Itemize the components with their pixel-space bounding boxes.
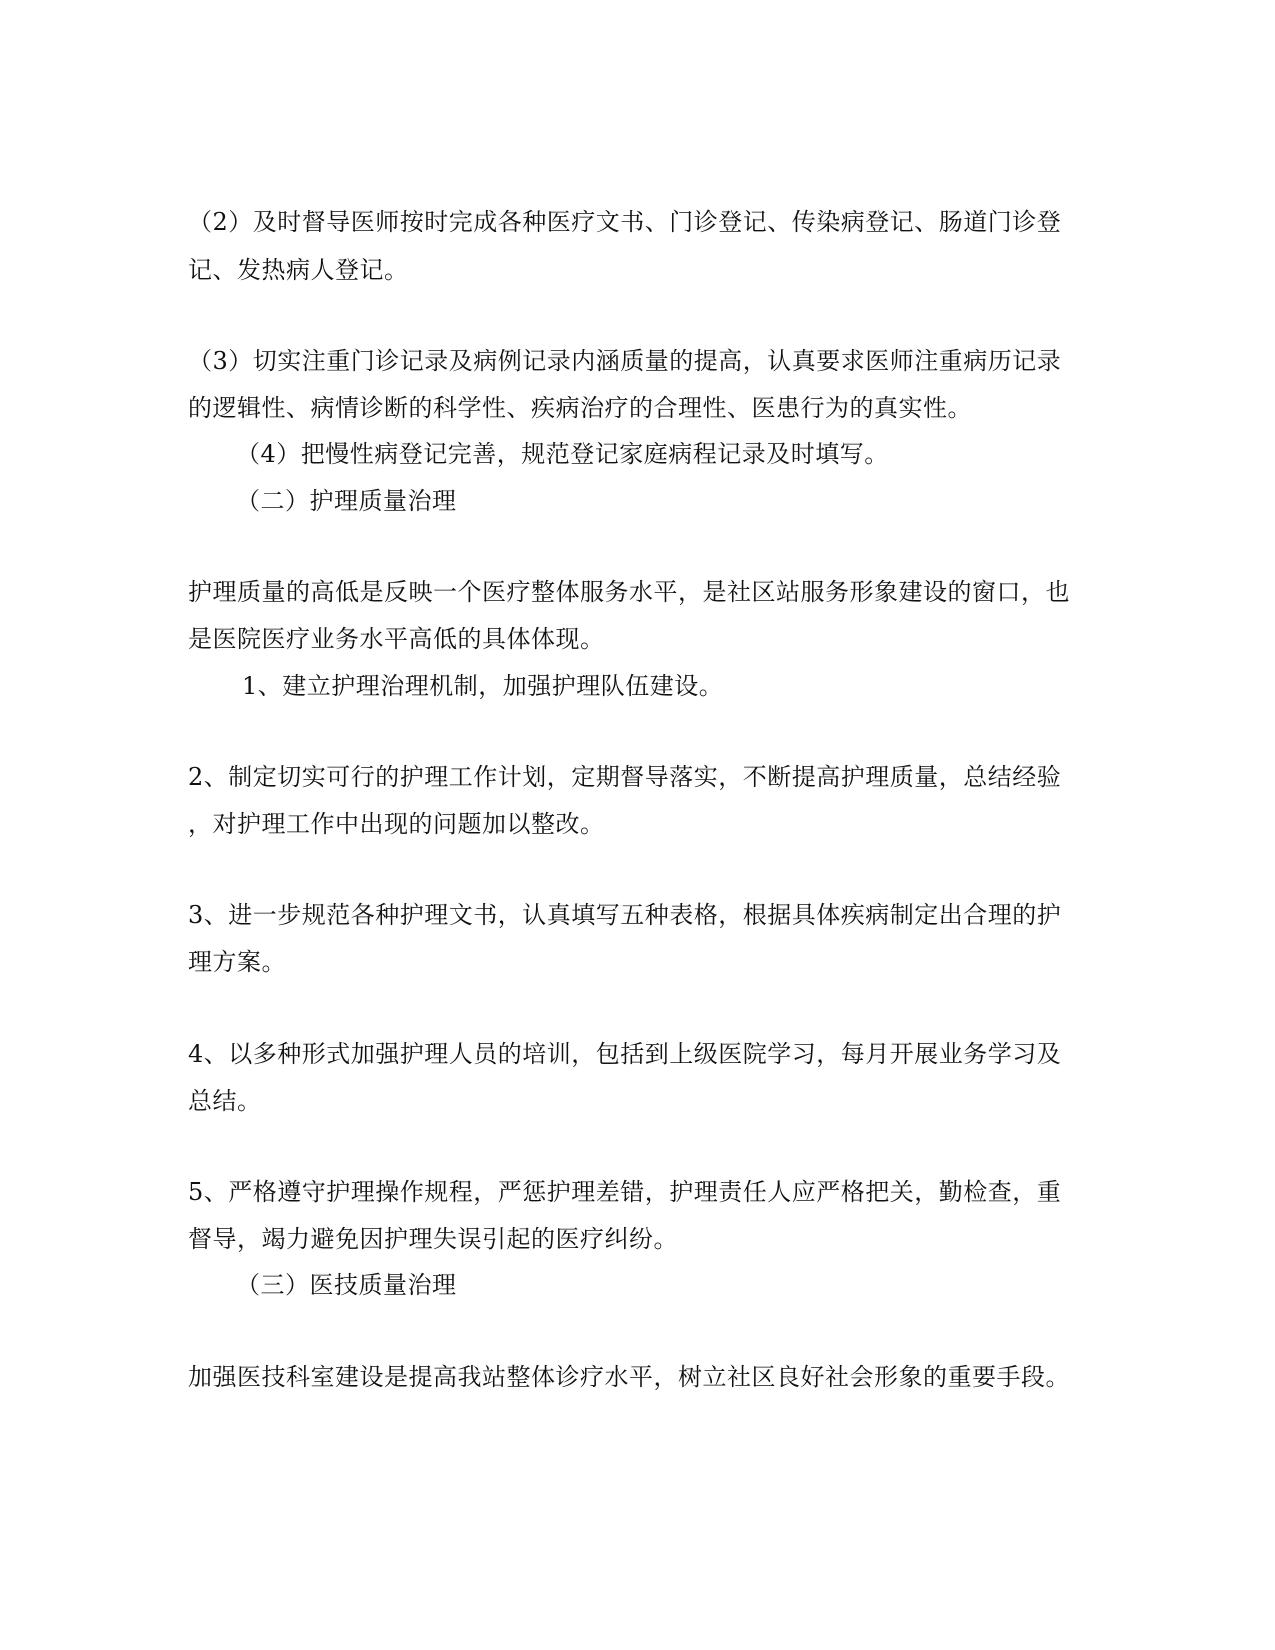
nursing-item-3-line-1: 3、进一步规范各种护理文书，认真填写五种表格，根据具体疾病制定出合理的护 (188, 901, 1062, 929)
nursing-item-5-line-1: 5、严格遵守护理操作规程，严惩护理差错，护理责任人应严格把关，勤检查，重 (188, 1178, 1062, 1206)
nursing-item-4-line-1: 4、以多种形式加强护理人员的培训，包括到上级医院学习，每月开展业务学习及 (188, 1040, 1062, 1068)
nursing-item-4-line-2: 总结。 (188, 1087, 262, 1115)
section-heading-medtech: （三）医技质量治理 (236, 1271, 457, 1299)
paragraph-2-line-2: 记、发热病人登记。 (188, 256, 409, 284)
section-heading-nursing: （二）护理质量治理 (236, 487, 457, 515)
nursing-item-3-line-2: 理方案。 (188, 948, 286, 976)
nursing-intro-line-2: 是医院医疗业务水平高低的具体体现。 (188, 625, 605, 653)
paragraph-3-line-1: （3）切实注重门诊记录及病例记录内涵质量的提高，认真要求医师注重病历记录 (188, 347, 1062, 375)
nursing-item-1: 1、建立护理治理机制，加强护理队伍建设。 (242, 672, 724, 700)
paragraph-3-line-2: 的逻辑性、病情诊断的科学性、疾病治疗的合理性、医患行为的真实性。 (188, 394, 972, 422)
paragraph-2-line-1: （2）及时督导医师按时完成各种医疗文书、门诊登记、传染病登记、肠道门诊登 (188, 208, 1062, 236)
nursing-item-2-line-1: 2、制定切实可行的护理工作计划，定期督导落实，不断提高护理质量，总结经验 (188, 763, 1062, 791)
paragraph-4: （4）把慢性病登记完善，规范登记家庭病程记录及时填写。 (236, 440, 889, 468)
nursing-intro-line-1: 护理质量的高低是反映一个医疗整体服务水平，是社区站服务形象建设的窗口，也 (188, 578, 1070, 606)
medtech-intro: 加强医技科室建设是提高我站整体诊疗水平，树立社区良好社会形象的重要手段。 (188, 1363, 1070, 1391)
nursing-item-2-line-2: ，对护理工作中出现的问题加以整改。 (188, 810, 605, 838)
nursing-item-5-line-2: 督导，竭力避免因护理失误引起的医疗纠纷。 (188, 1225, 678, 1253)
